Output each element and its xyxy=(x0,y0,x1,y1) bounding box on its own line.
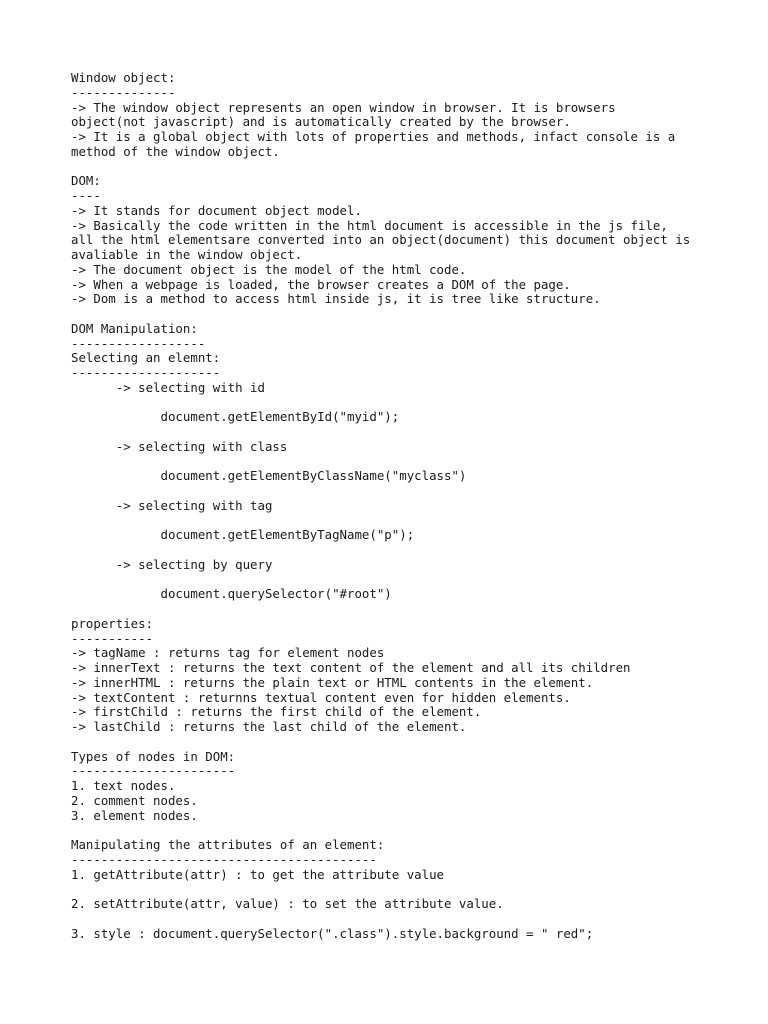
text-line xyxy=(71,396,761,411)
text-line: method of the window object. xyxy=(71,143,280,159)
text-line: object(not javascript) and is automatically created by the browser. xyxy=(71,114,571,130)
text-line xyxy=(71,455,761,470)
text-line: ----------------------------------------- xyxy=(71,851,377,867)
text-line: 2. setAttribute(attr, value) : to set the attribute value. xyxy=(71,896,504,911)
text-line: -> lastChild : returns the last child of the element. xyxy=(71,719,467,734)
text-line xyxy=(71,602,761,617)
text-line: 3. style : document.querySelector(".class").style.background = " red"; xyxy=(71,925,594,941)
text-line: DOM: xyxy=(71,173,101,189)
text-line: -> It stands for document object model. xyxy=(71,202,362,218)
text-line: -> selecting with tag xyxy=(71,497,273,513)
text-line: -> The window object represents an open window in browser. It is browsers xyxy=(71,99,616,115)
text-line: document.getElementByClassName("myclass") xyxy=(71,468,467,484)
text-line: -> selecting with id xyxy=(71,379,265,395)
text-line xyxy=(71,160,761,175)
text-line: ----------- xyxy=(71,630,154,646)
text-line: -------------- xyxy=(71,84,176,100)
text-line: -> selecting with class xyxy=(71,438,288,454)
text-line: -> It is a global object with lots of properties and methods, infact console is a xyxy=(71,129,676,144)
text-line: -> selecting by query xyxy=(71,556,273,572)
text-line: document.getElementByTagName("p"); xyxy=(71,527,415,543)
text-line: -------------------- xyxy=(71,365,221,380)
text-line: ---------------------- xyxy=(71,763,236,779)
text-line xyxy=(71,882,761,897)
text-line: -> firstChild : returns the first child of the element. xyxy=(71,704,482,720)
text-line: Selecting an elemnt: xyxy=(71,350,221,366)
text-line: all the html elementsare converted into an object(document) this document object is xyxy=(71,232,691,248)
text-line: 1. text nodes. xyxy=(71,778,176,793)
text-line: -> innerText : returns the text content of the element and all its children xyxy=(71,660,631,675)
text-line: ---- xyxy=(71,188,101,203)
text-line: avaliable in the window object. xyxy=(71,247,303,262)
text-line: 2. comment nodes. xyxy=(71,792,198,808)
text-line: Manipulating the attributes of an element: xyxy=(71,837,385,852)
text-line: properties: xyxy=(71,615,154,631)
document-page xyxy=(71,71,761,941)
text-line xyxy=(71,307,761,322)
text-line: Types of nodes in DOM: xyxy=(71,748,236,764)
text-line: -> Dom is a method to access html inside js, it is tree like structure. xyxy=(71,291,601,307)
text-line xyxy=(71,484,761,499)
text-line: -> textContent : returnns textual content even for hidden elements. xyxy=(71,689,571,705)
text-line: DOM Manipulation: xyxy=(71,320,198,336)
text-line xyxy=(71,823,761,838)
text-line xyxy=(71,573,761,588)
text-line xyxy=(71,543,761,558)
text-line: Window object: xyxy=(71,70,176,85)
text-line xyxy=(71,735,761,750)
text-line: -> innerHTML : returns the plain text or HTML contents in the element. xyxy=(71,674,594,690)
text-line xyxy=(71,912,761,927)
text-line: 3. element nodes. xyxy=(71,807,198,823)
text-line xyxy=(71,514,761,529)
text-line: ------------------ xyxy=(71,335,206,351)
text-line: document.querySelector("#root") xyxy=(71,586,392,602)
text-line: -> When a webpage is loaded, the browser creates a DOM of the page. xyxy=(71,276,571,292)
text-line xyxy=(71,425,761,440)
text-line: -> Basically the code written in the html document is accessible in the js file, xyxy=(71,217,668,233)
text-line: document.getElementById("myid"); xyxy=(71,409,400,425)
text-line: 1. getAttribute(attr) : to get the attribute value xyxy=(71,866,444,882)
text-line: -> The document object is the model of the html code. xyxy=(71,261,467,277)
text-line: -> tagName : returns tag for element nodes xyxy=(71,645,385,661)
